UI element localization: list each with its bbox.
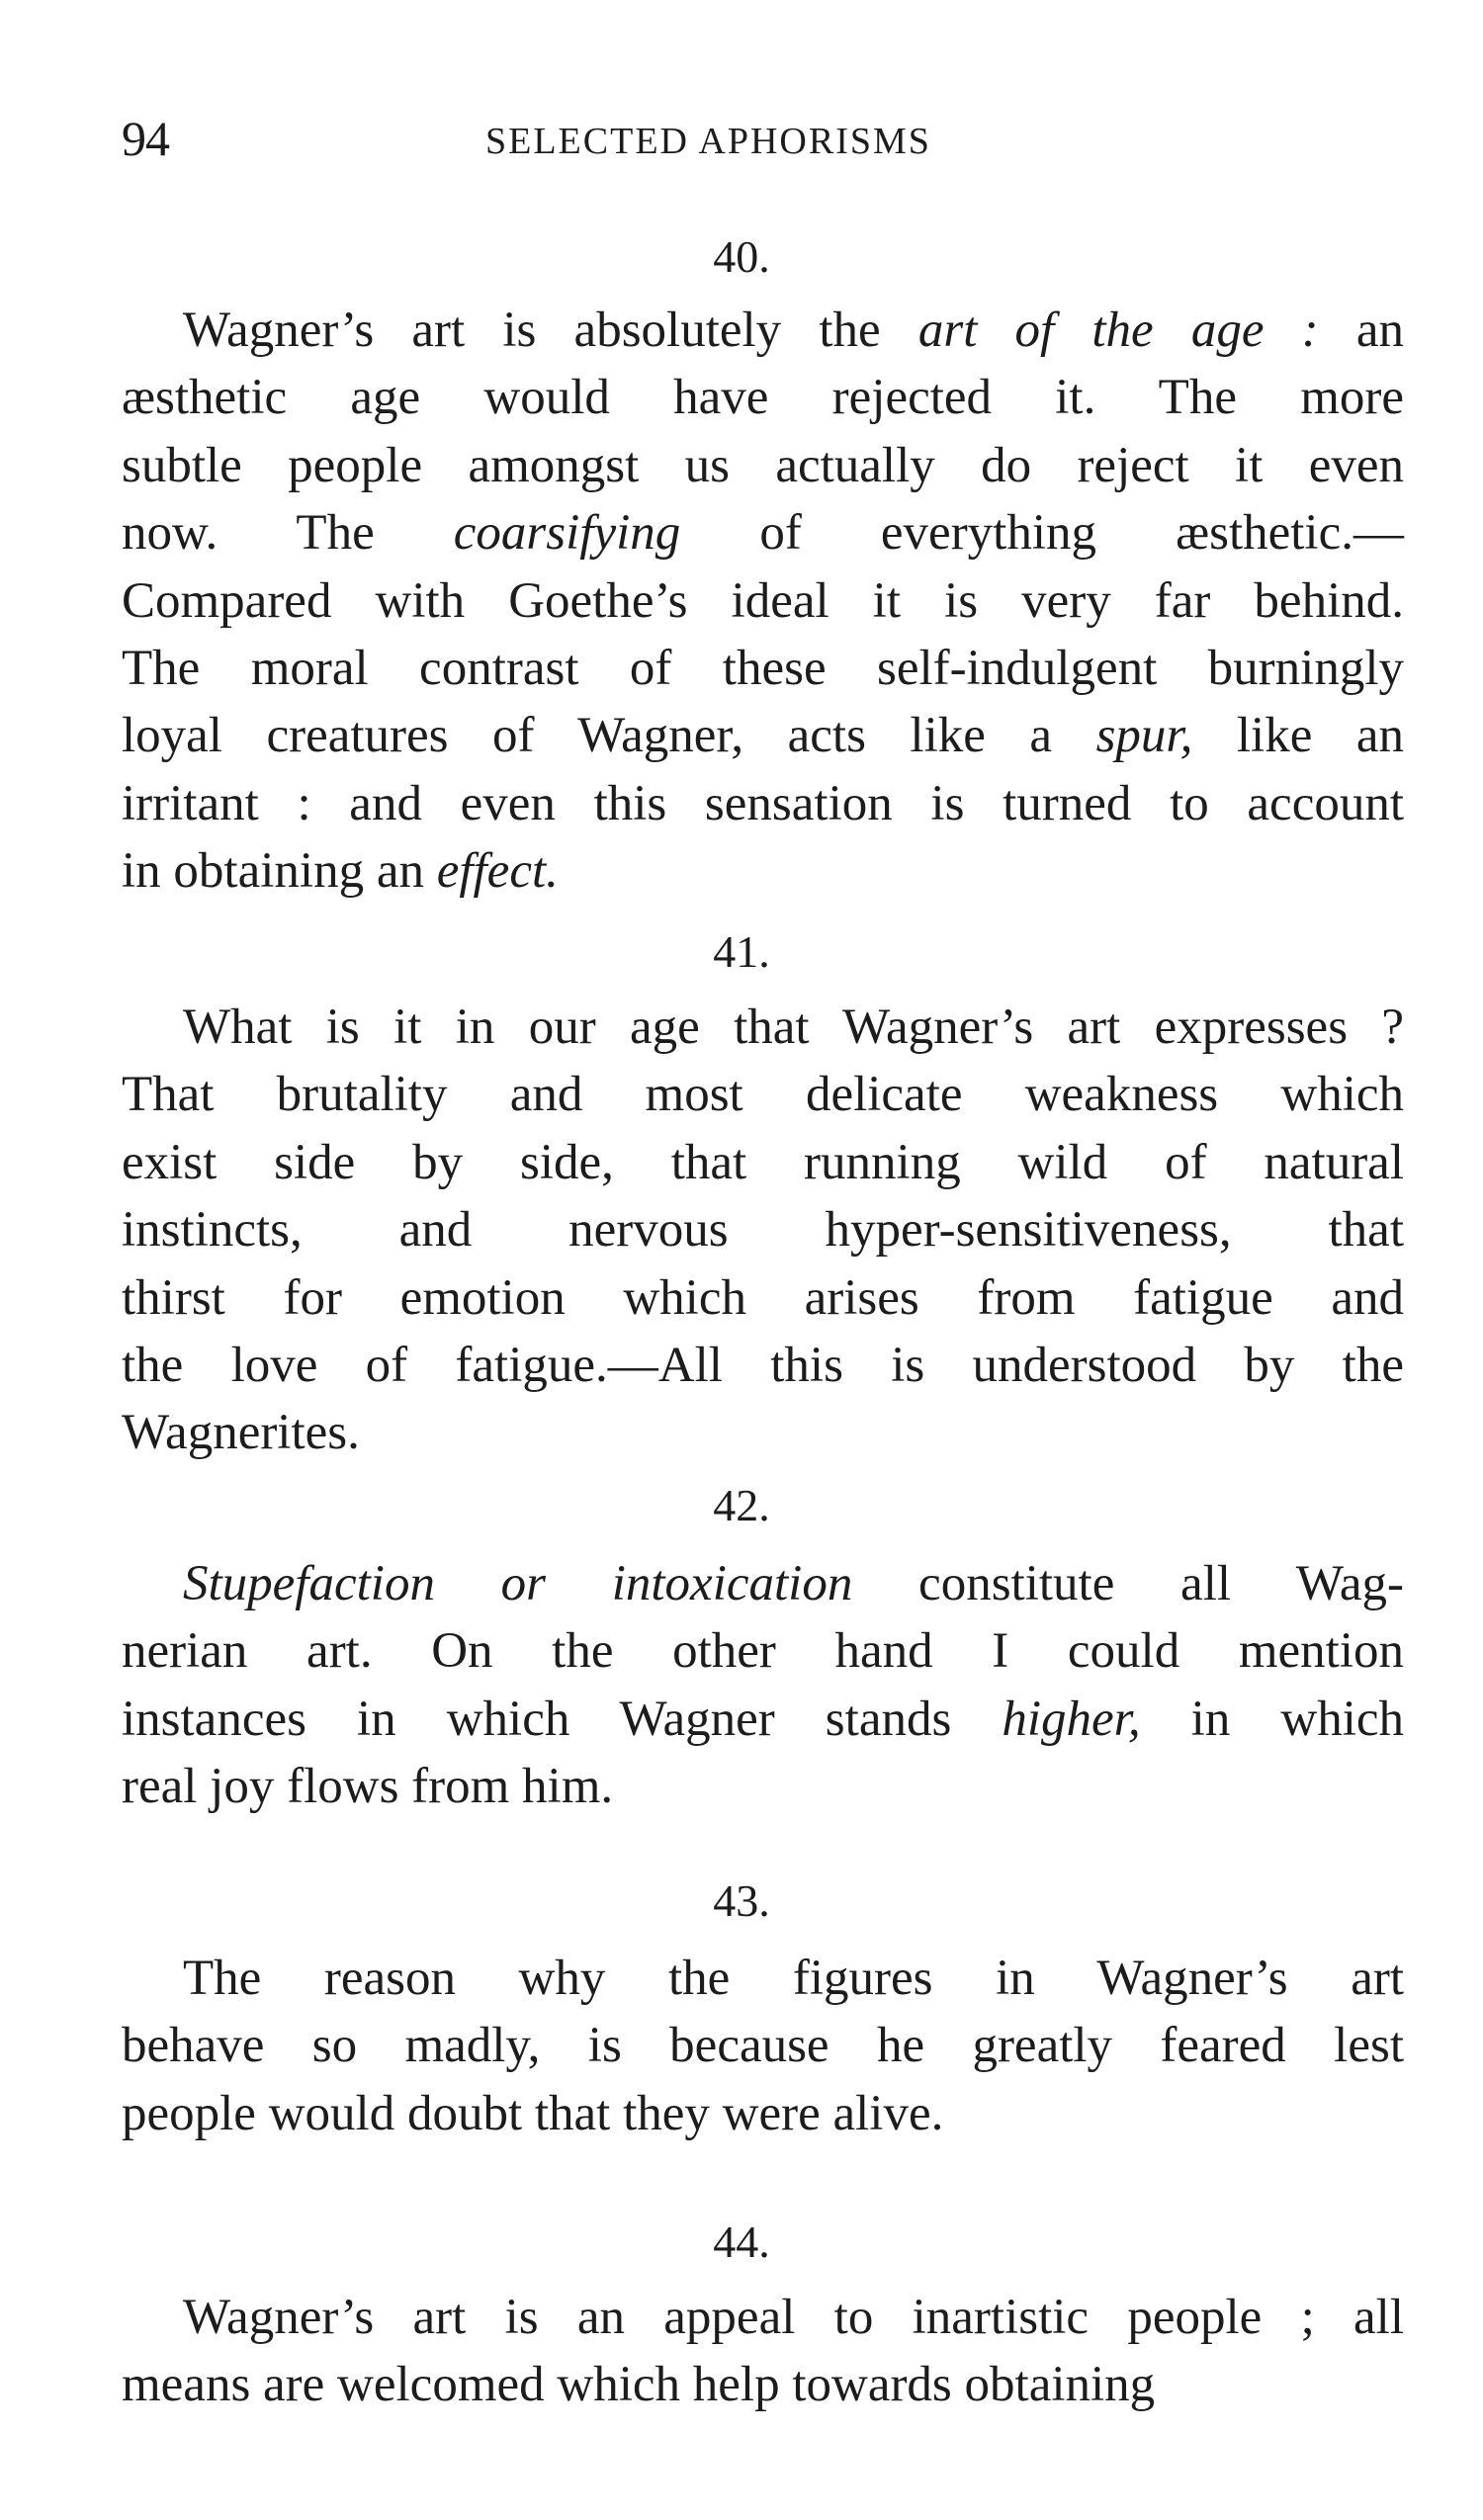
text-run: The moral contrast of these self-indulgent burningly <box>122 641 1404 697</box>
text-run: What is it in our age that Wagner’s art expresses ? <box>183 999 1404 1055</box>
text-line <box>122 364 1404 431</box>
text-run: subtle people amongst us actually do reject it even <box>122 437 1404 493</box>
aphorism-text <box>122 994 1404 1467</box>
text-line <box>122 1550 1404 1617</box>
text-run: That brutality and most delicate weakness which <box>122 1067 1404 1123</box>
text-line <box>122 1945 1404 2012</box>
text-run: in which <box>1140 1691 1404 1747</box>
text-line <box>122 567 1404 635</box>
text-run: instincts, and nervous hyper-sensitiveness, that <box>122 1202 1404 1259</box>
text-line <box>122 635 1404 702</box>
italic-emphasis: art of the age : <box>917 303 1319 358</box>
text-line <box>122 499 1404 566</box>
text-line <box>122 770 1404 837</box>
text-run: an <box>1318 303 1404 358</box>
text-run: nerian art. On the other hand I could mention <box>122 1623 1404 1680</box>
aphorism-text <box>122 1550 1404 1821</box>
text-run: means are welcomed which help towards obtaining <box>122 2357 1156 2413</box>
text-line <box>122 1753 1404 1820</box>
italic-emphasis: coarsifying <box>453 505 681 562</box>
text-line <box>122 1617 1404 1685</box>
text-run: The reason why the figures in Wagner’s art <box>183 1951 1404 2006</box>
text-line <box>122 994 1404 1061</box>
aphorism-number: 40. <box>713 231 770 282</box>
text-line <box>122 2351 1404 2418</box>
aphorism-text <box>122 2284 1404 2419</box>
text-line <box>122 1332 1404 1399</box>
italic-emphasis: spur, <box>1095 708 1193 764</box>
text-line <box>122 2284 1404 2351</box>
text-run: real joy flows from him. <box>122 1759 614 1815</box>
running-title: SELECTED APHORISMS <box>485 121 931 162</box>
text-line <box>122 1129 1404 1196</box>
running-head <box>122 111 1406 166</box>
text-line <box>122 1196 1404 1263</box>
text-line <box>122 1399 1404 1466</box>
text-line <box>122 837 1404 905</box>
text-run: Wagnerites. <box>122 1405 360 1461</box>
text-line <box>122 432 1404 499</box>
aphorism-text <box>122 297 1404 906</box>
text-run: now. The <box>122 505 454 562</box>
text-line <box>122 297 1404 364</box>
aphorism-number: 44. <box>713 2216 770 2267</box>
text-run: like an <box>1192 708 1404 764</box>
italic-emphasis: Stupefaction or intoxication <box>183 1556 853 1611</box>
page-number: 94 <box>122 111 169 166</box>
aphorism-text <box>122 1945 1404 2147</box>
aphorism-number: 43. <box>713 1875 770 1926</box>
text-run: Wagner’s art is absolutely the <box>183 303 918 358</box>
text-line <box>122 2012 1404 2079</box>
text-run: Wagner’s art is an appeal to inartistic people ; all <box>183 2290 1404 2345</box>
text-run: thirst for emotion which arises from fatigue and <box>122 1269 1404 1326</box>
text-run: irritant : and even this sensation is turned to account <box>122 775 1404 831</box>
text-run: the love of fatigue.—All this is understood by the <box>122 1338 1404 1394</box>
text-run: behave so madly, is because he greatly feared lest <box>122 2018 1404 2074</box>
aphorism-number: 42. <box>713 1480 770 1530</box>
italic-emphasis: effect. <box>436 843 559 900</box>
text-run: in obtaining an <box>122 843 437 900</box>
text-run: exist side by side, that running wild of natural <box>122 1134 1404 1190</box>
text-run: loyal creatures of Wagner, acts like a <box>122 708 1096 764</box>
italic-emphasis: higher, <box>1002 1691 1141 1747</box>
text-line <box>122 1264 1404 1332</box>
text-line <box>122 702 1404 769</box>
text-run: people would doubt that they were alive. <box>122 2085 944 2141</box>
text-line <box>122 1686 1404 1753</box>
text-run: of everything æsthetic.— <box>680 505 1404 562</box>
text-run: constitute all Wag- <box>852 1556 1404 1611</box>
text-line <box>122 1061 1404 1128</box>
text-run: instances in which Wagner stands <box>122 1691 1003 1747</box>
aphorism-number: 41. <box>713 926 770 977</box>
text-line <box>122 2080 1404 2147</box>
text-run: æsthetic age would have rejected it. The more <box>122 370 1404 426</box>
text-run: Compared with Goethe’s ideal it is very far behind. <box>122 572 1404 629</box>
